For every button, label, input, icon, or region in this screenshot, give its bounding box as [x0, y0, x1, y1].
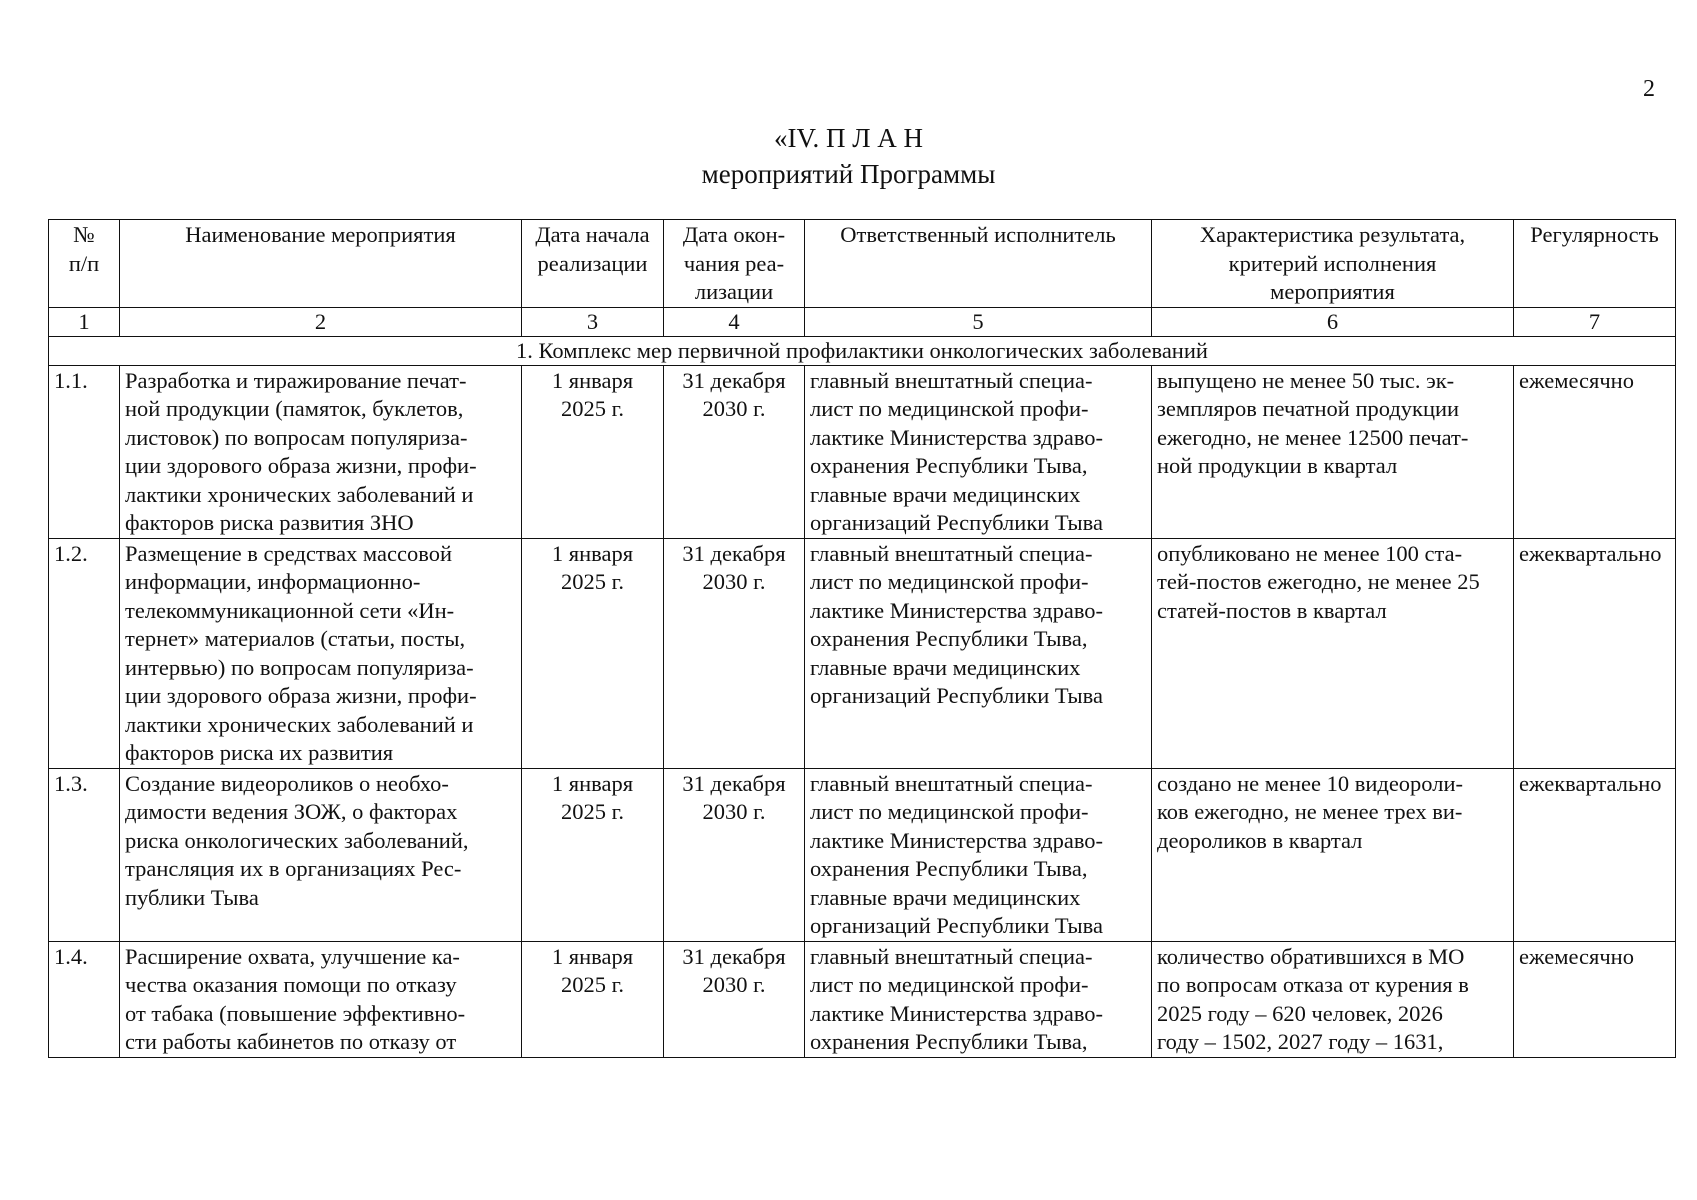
column-number: 7: [1514, 307, 1676, 336]
start-date: 1 января 2025 г.: [522, 941, 664, 1057]
result: выпущено не менее 50 тыс. эк- земпляров печатной продукции ежегодно, не менее 12500 печат- ной продукции в квартал: [1152, 365, 1514, 538]
header-regularity: Регулярность: [1514, 220, 1676, 308]
event-name: Разработка и тиражирование печат- ной продукции (памяток, буклетов, листовок) по вопросам популяриза- ции здорового образа жизни, профи- лактики хронических заболеваний и факторов риска развития ЗНО: [120, 365, 522, 538]
row-number: 1.2.: [49, 538, 120, 768]
row-number: 1.3.: [49, 768, 120, 941]
header-number: № п/п: [49, 220, 120, 308]
header-event-name: Наименование мероприятия: [120, 220, 522, 308]
header-row: [49, 220, 1676, 308]
header-executor: Ответственный исполнитель: [805, 220, 1152, 308]
regularity: ежеквартально: [1514, 768, 1676, 941]
event-name: Расширение охвата, улучшение ка- чества оказания помощи по отказу от табака (повышение эффективно- сти работы кабинетов по отказу от: [120, 941, 522, 1057]
section-title: 1. Комплекс мер первичной профилактики онкологических заболеваний: [49, 336, 1676, 365]
column-number: 1: [49, 307, 120, 336]
column-number-row: [49, 307, 1676, 336]
column-number: 5: [805, 307, 1152, 336]
executor: главный внештатный специа- лист по медицинской профи- лактике Министерства здраво- охранения Республики Тыва, главные врачи медицинских организаций Республики Тыва: [805, 768, 1152, 941]
regularity: ежемесячно: [1514, 365, 1676, 538]
document-title: [0, 120, 1697, 192]
end-date: 31 декабря 2030 г.: [664, 768, 805, 941]
end-date: 31 декабря 2030 г.: [664, 365, 805, 538]
result: создано не менее 10 видеороли- ков ежегодно, не менее трех ви- деороликов в квартал: [1152, 768, 1514, 941]
start-date: 1 января 2025 г.: [522, 365, 664, 538]
result: опубликовано не менее 100 ста- тей-постов ежегодно, не менее 25 статей-постов в квартал: [1152, 538, 1514, 768]
table-row: [49, 768, 1676, 941]
section-row: [49, 336, 1676, 365]
regularity: ежеквартально: [1514, 538, 1676, 768]
event-name: Создание видеороликов о необхо- димости ведения ЗОЖ, о факторах риска онкологических заболеваний, трансляция их в организациях Рес- публики Тыва: [120, 768, 522, 941]
title-line-1: «IV. П Л А Н: [773, 123, 924, 153]
executor: главный внештатный специа- лист по медицинской профи- лактике Министерства здраво- охранения Республики Тыва, главные врачи медицинских организаций Республики Тыва: [805, 365, 1152, 538]
end-date: 31 декабря 2030 г.: [664, 941, 805, 1057]
start-date: 1 января 2025 г.: [522, 768, 664, 941]
page-number: 2: [1643, 76, 1655, 102]
column-number: 4: [664, 307, 805, 336]
table-row: [49, 365, 1676, 538]
event-name: Размещение в средствах массовой информации, информационно- телекоммуникационной сети «Ин- тернет» материалов (статьи, посты, интервью) по вопросам популяриза- ции здорового образа жизни, профи- лактики хронических заболеваний и факторов риска их развития: [120, 538, 522, 768]
table-row: [49, 538, 1676, 768]
row-number: 1.1.: [49, 365, 120, 538]
title-line-2: мероприятий Программы: [701, 159, 996, 189]
column-number: 3: [522, 307, 664, 336]
executor: главный внештатный специа- лист по медицинской профи- лактике Министерства здраво- охранения Республики Тыва, главные врачи медицинских организаций Республики Тыва: [805, 538, 1152, 768]
executor: главный внештатный специа- лист по медицинской профи- лактике Министерства здраво- охранения Республики Тыва,: [805, 941, 1152, 1057]
regularity: ежемесячно: [1514, 941, 1676, 1057]
header-end-date: Дата окон- чания реа- лизации: [664, 220, 805, 308]
header-start-date: Дата начала реализации: [522, 220, 664, 308]
row-number: 1.4.: [49, 941, 120, 1057]
result: количество обратившихся в МО по вопросам отказа от курения в 2025 году – 620 человек, 2026 году – 1502, 2027 году – 1631,: [1152, 941, 1514, 1057]
header-result: Характеристика результата, критерий исполнения мероприятия: [1152, 220, 1514, 308]
column-number: 2: [120, 307, 522, 336]
plan-table: [48, 219, 1676, 1058]
end-date: 31 декабря 2030 г.: [664, 538, 805, 768]
table-row: [49, 941, 1676, 1057]
start-date: 1 января 2025 г.: [522, 538, 664, 768]
column-number: 6: [1152, 307, 1514, 336]
